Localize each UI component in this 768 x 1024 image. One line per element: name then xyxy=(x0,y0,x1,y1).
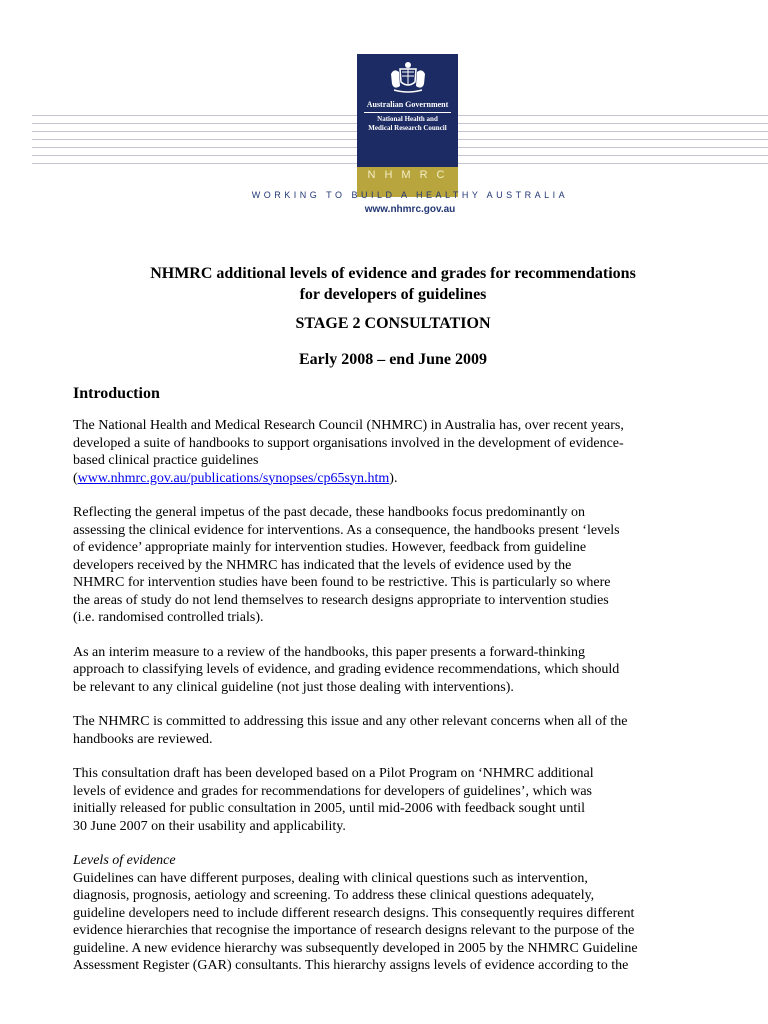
paragraph-line xyxy=(73,470,713,488)
paragraph-line: (i.e. randomised controlled trials). xyxy=(73,610,264,625)
document-body xyxy=(73,263,713,992)
paragraph-line: of evidence’ appropriate mainly for intervention studies. However, feedback from guideline xyxy=(73,540,587,555)
logo-divider xyxy=(364,112,451,113)
council-name-line1: National Health and xyxy=(377,115,438,123)
paragraph-line: the areas of study do not lend themselves to research designs appropriate to intervention studies xyxy=(73,592,609,608)
title-line1: NHMRC additional levels of evidence and grades for recommendations xyxy=(150,265,636,282)
paragraph-line: levels of evidence and grades for recommendations for developers of guidelines’, which was xyxy=(73,783,592,799)
document-title xyxy=(73,263,713,305)
paragraph-line: The National Health and Medical Research Council (NHMRC) in Australia has, over recent years, xyxy=(73,418,624,433)
paragraph-line: diagnosis, prognosis, aetiology and screening. To address these clinical questions adequately, xyxy=(73,888,595,903)
paragraph-line: This consultation draft has been developed based on a Pilot Program on ‘NHMRC additional xyxy=(73,766,594,781)
nhmrc-logo xyxy=(357,54,458,197)
paragraph-3 xyxy=(73,644,713,697)
paragraph-1 xyxy=(73,417,713,487)
title-line2: for developers of guidelines xyxy=(299,286,487,303)
paragraph-line: NHMRC for intervention studies have been found to be restrictive. This is particularly so where xyxy=(73,575,611,590)
levels-of-evidence-heading: Levels of evidence xyxy=(73,853,176,868)
coat-of-arms-icon xyxy=(388,60,428,96)
paragraph-line: handbooks are reviewed. xyxy=(73,731,213,747)
paragraph-2 xyxy=(73,504,713,627)
link-open-paren: ( xyxy=(73,470,78,486)
introduction-heading: Introduction xyxy=(73,385,160,402)
paragraph-line: The NHMRC is committed to addressing this issue and any other relevant concerns when all of the xyxy=(73,714,628,729)
paragraph-line: evidence hierarchies that recognise the importance of research designs relevant to the purpose of the xyxy=(73,923,635,938)
handbooks-link[interactable]: www.nhmrc.gov.au/publications/synopses/cp65syn.htm xyxy=(77,470,390,486)
paragraph-line: developed a suite of handbooks to support organisations involved in the development of evidence- xyxy=(73,435,624,451)
paragraph-line: As an interim measure to a review of the handbooks, this paper presents a forward-thinking xyxy=(73,644,586,660)
paragraph-line: approach to classifying levels of evidence, and grading evidence recommendations, which should xyxy=(73,662,620,677)
paragraph-6 xyxy=(73,870,713,975)
tagline: WORKING TO BUILD A HEALTHY AUSTRALIA xyxy=(251,190,569,200)
paragraph-line: be relevant to any clinical guideline (not just those dealing with interventions). xyxy=(73,679,514,695)
government-name: Australian Government xyxy=(366,100,449,109)
paragraph-line: Assessment Register (GAR) consultants. This hierarchy assigns levels of evidence according to the xyxy=(73,958,629,973)
website-address: www.nhmrc.gov.au xyxy=(364,204,456,215)
consultation-dates: Early 2008 – end June 2009 xyxy=(298,351,487,368)
nhmrc-acronym-band: NHMRC xyxy=(357,167,458,197)
paragraph-line: guideline. A new evidence hierarchy was subsequently developed in 2005 by the NHMRC Guideline xyxy=(73,940,638,956)
paragraph-line: initially released for public consultation in 2005, until mid-2006 with feedback sought until xyxy=(73,801,586,816)
link-close-paren: ). xyxy=(389,470,398,486)
paragraph-line: assessing the clinical evidence for interventions. As a consequence, the handbooks present ‘levels xyxy=(73,522,620,538)
paragraph-line: 30 June 2007 on their usability and applicability. xyxy=(73,818,346,834)
council-name-line2: Medical Research Council xyxy=(368,124,447,132)
council-name xyxy=(357,115,458,133)
paragraph-line: developers received by the NHMRC has indicated that the levels of evidence used by the xyxy=(73,557,572,573)
paragraph-4 xyxy=(73,713,713,748)
document-subtitle: STAGE 2 CONSULTATION xyxy=(295,315,491,332)
paragraph-line: based clinical practice guidelines xyxy=(73,453,259,468)
paragraph-5 xyxy=(73,765,713,835)
paragraph-line: guideline developers need to include different research designs. This consequently requires different xyxy=(73,905,635,921)
paragraph-line: Reflecting the general impetus of the past decade, these handbooks focus predominantly on xyxy=(73,505,586,520)
paragraph-line: Guidelines can have different purposes, dealing with clinical questions such as intervention, xyxy=(73,870,588,886)
